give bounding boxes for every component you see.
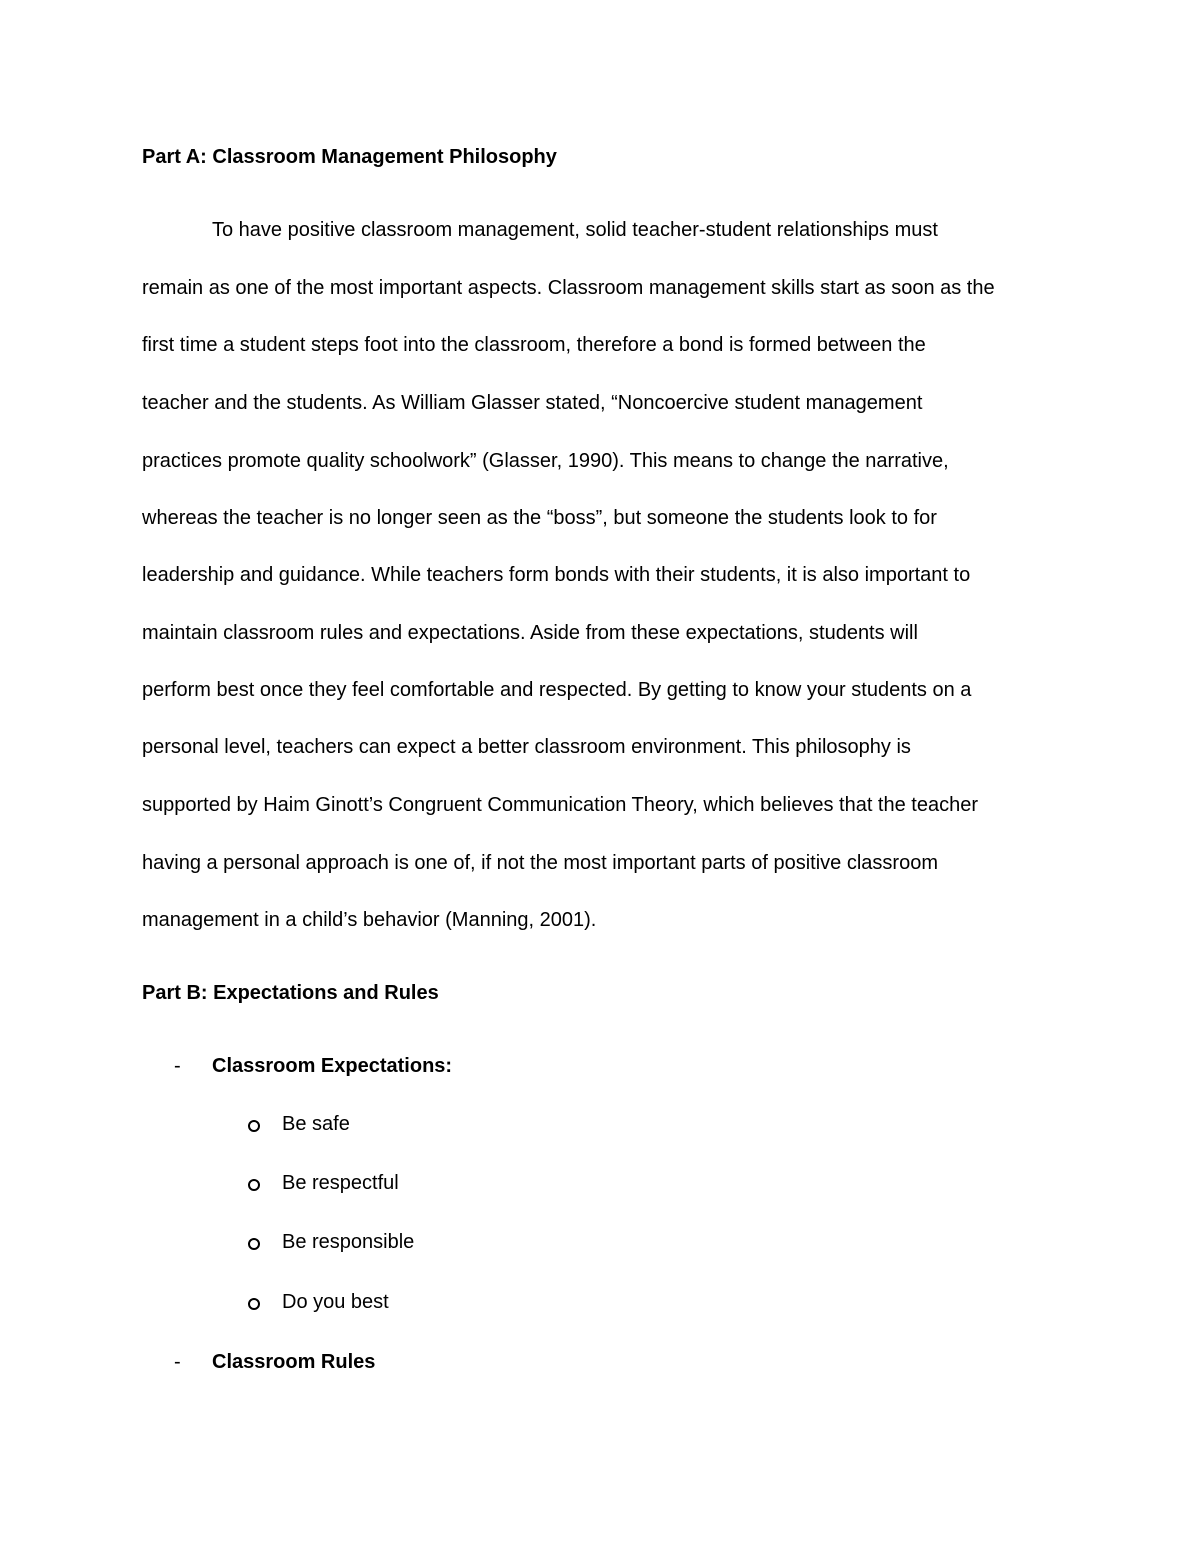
part-a-heading: Part A: Classroom Management Philosophy: [142, 146, 557, 168]
paragraph-line: having a personal approach is one of, if not the most important parts of positive classroom: [142, 852, 938, 874]
paragraph-line: practices promote quality schoolwork” (Glasser, 1990). This means to change the narrative,: [142, 450, 949, 472]
paragraph-line: teacher and the students. As William Glasser stated, “Noncoercive student management: [142, 392, 923, 414]
part-b-heading: Part B: Expectations and Rules: [142, 982, 439, 1004]
paragraph-line: leadership and guidance. While teachers form bonds with their students, it is also important to: [142, 564, 971, 586]
paragraph-line: supported by Haim Ginott’s Congruent Communication Theory, which believes that the teacher: [142, 794, 978, 816]
hollow-bullet-icon: [248, 1179, 260, 1191]
list-dash: -: [174, 1055, 181, 1077]
paragraph-line: To have positive classroom management, solid teacher-student relationships must: [212, 219, 938, 241]
paragraph-line: personal level, teachers can expect a better classroom environment. This philosophy is: [142, 736, 911, 758]
list-item: Be safe: [282, 1113, 350, 1135]
expectations-label: Classroom Expectations:: [212, 1055, 453, 1077]
paragraph-line: maintain classroom rules and expectations. Aside from these expectations, students will: [142, 622, 918, 644]
paragraph-line: perform best once they feel comfortable and respected. By getting to know your students on a: [142, 679, 972, 701]
paragraph-line: whereas the teacher is no longer seen as the “boss”, but someone the students look to for: [142, 507, 937, 529]
hollow-bullet-icon: [248, 1238, 260, 1250]
list-dash: -: [174, 1351, 181, 1373]
hollow-bullet-icon: [248, 1298, 260, 1310]
paragraph-line: remain as one of the most important aspects. Classroom management skills start as soon as the: [142, 277, 995, 299]
paragraph-line: management in a child’s behavior (Manning, 2001).: [142, 909, 597, 931]
list-item: Be respectful: [282, 1172, 399, 1194]
list-item: Be responsible: [282, 1231, 415, 1253]
rules-label: Classroom Rules: [212, 1351, 376, 1373]
hollow-bullet-icon: [248, 1120, 260, 1132]
paragraph-line: first time a student steps foot into the classroom, therefore a bond is formed between the: [142, 334, 926, 356]
list-item: Do you best: [282, 1291, 389, 1313]
